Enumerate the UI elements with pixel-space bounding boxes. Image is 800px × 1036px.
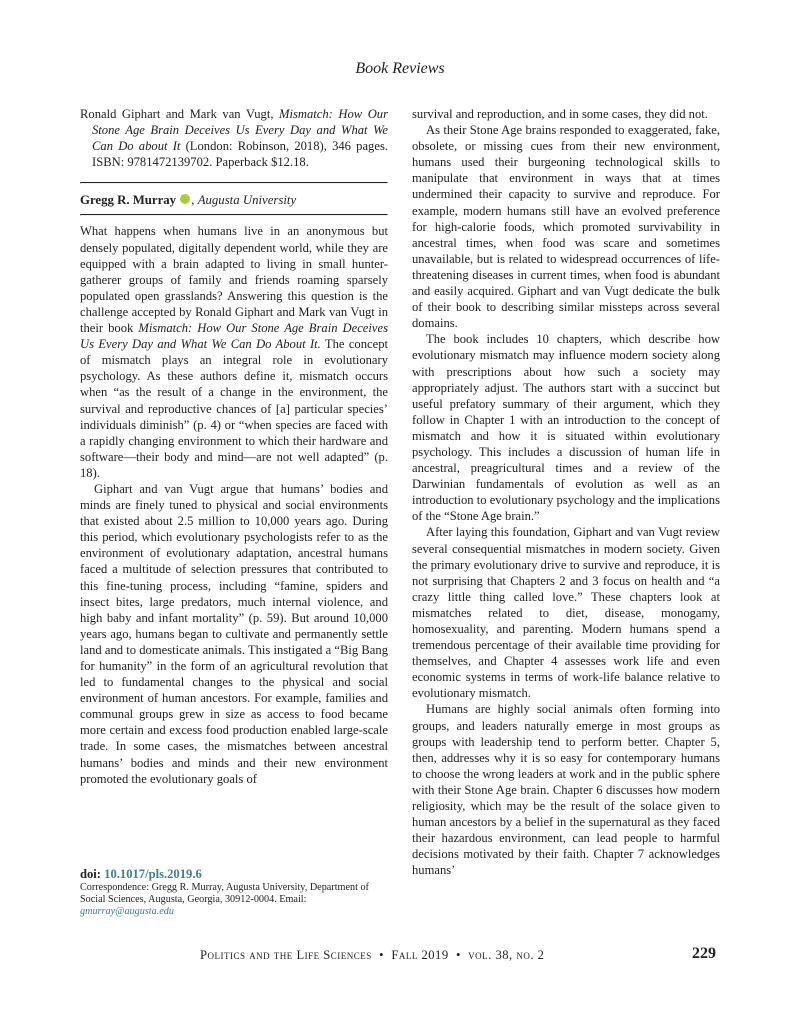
book-title: Mismatch: How Our Stone Age Brain Deceives Us Every Day and What We Can Do about It: [92, 107, 388, 154]
correspondence: Correspondence: Gregg R. Murray, Augusta University, Department of Social Sciences, Augusta, Georgia, 30912-0004. Email: gmurray@augusta.edu: [80, 882, 369, 918]
page-footer: Politics and the Life Sciences • Fall 2019 • vol. 38, no. 2: [200, 948, 545, 962]
byline: Gregg R. Murray , Augusta University: [80, 193, 297, 208]
book-citation: [80, 106, 388, 170]
paragraph: The book includes 10 chapters, which describe how evolutionary mismatch may influence modern society along with prescriptions about how such a society may appropriately adjust. The authors start with a succinct but useful prefatory summary of their argument, which they follow in Chapter 1 with an introduction to the concept of mismatch and how it is situated within evolutionary psychology. This includes a discussion of human life in ancestral, preagricultural times and a review of the Darwinian fundamentals of evolution as well as an introduction to evolutionary psychology and the implications of the “Stone Age brain.”: [412, 332, 720, 524]
left-column: [80, 106, 388, 787]
doi-line: doi: 10.1017/pls.2019.6: [80, 867, 202, 881]
book-details: (London: Robinson, 2018), 346 pages. ISBN: 9781472139702. Paperback $12.18.: [92, 139, 388, 170]
issue-volume: vol. 38, no. 2: [468, 948, 545, 962]
paragraph: survival and reproduction, and in some cases, they did not.: [412, 107, 708, 121]
paragraph: Humans are highly social animals often forming into groups, and leaders naturally emerge in most groups as groups with leadership tend to perform better. Chapter 5, then, addresses why it is so easy for contemporary humans to choose the wrong leaders at work and in the public sphere with their Stone Age brain. Chapter 6 discusses how modern religiosity, which may be the result of the solace given to human ancestors by a belief in the supernatural as they faced their hazardous environment, can lead people to harmful decisions motivated by their faith. Chapter 7 acknowledges humans’: [412, 702, 720, 878]
reviewer-name: Gregg R. Murray: [80, 193, 177, 208]
right-column: [412, 106, 720, 879]
running-head: Book Reviews: [355, 60, 445, 77]
reviewer-affiliation: Augusta University: [197, 193, 297, 208]
paragraph: Giphart and van Vugt argue that humans’ bodies and minds are finely tuned to physical and social environments that existed about 2.5 million to 10,000 years ago. During this period, which evolutionary psychologists refer to as the environment of evolutionary adaptation, ancestral humans faced a multitude of selection pressures that contributed to this fine-tuning process, including “famine, spiders and insect bites, large predators, much internal violence, and high baby and infant mortality” (p. 59). But around 10,000 years ago, humans began to cultivate and permanently settle land and to domesticate animals. This instigated a “Big Bang for humanity” in the form of an agricultural revolution that led to fundamental changes to the physical and social environment of human ancestors. For example, families and communal groups grew in size as access to food became more certain and excess food production enabled large-scale trade. In some cases, the mismatches between ancestral humans’ bodies and minds and their new environment promoted the evolutionary goals of: [80, 481, 388, 786]
doi-link[interactable]: 10.1017/pls.2019.6: [104, 867, 202, 881]
orcid-icon[interactable]: [180, 194, 190, 204]
footnote: [80, 866, 388, 919]
paragraph: After laying this foundation, Giphart and van Vugt review several consequential mismatches in modern society. Given the primary evolutionary drive to survive and reproduce, it is not surprising that Chapters 2 and 3 focus on health and “a crazy little thing called love.” These chapters look at mismatches related to diet, disease, monogamy, homosexuality, and parenting. Modern humans spend a tremendous percentage of their available time providing for themselves, and Chapter 4 assesses work life and even economic systems in terms of work-life balance relative to evolutionary mismatch.: [412, 525, 720, 701]
issue-season: Fall 2019: [391, 948, 449, 962]
journal-name: Politics and the Life Sciences: [200, 948, 372, 962]
page-number: 229: [692, 945, 716, 962]
paragraph: What happens when humans live in an anonymous but densely populated, digitally dependent world, while they are equipped with a brain adapted to living in small hunter-gatherer groups of family and friends roaming sparsely populated open grasslands? Answering this question is the challenge accepted by Ronald Giphart and Mark van Vugt in their book Mismatch: How Our Stone Age Brain Deceives Us Every Day and What We Can Do About It. The concept of mismatch plays an integral role in evolutionary psychology. As these authors define it, mismatch occurs when “as the result of a change in the environment, the survival and reproductive chances of [a] particular species’ individuals diminish” (p. 4) or “when species are faced with a rapidly changing environment to which their hardware and software—their body and mind—are not well adapted” (p. 18).: [80, 224, 389, 480]
book-authors: Ronald Giphart and Mark van Vugt,: [80, 107, 279, 121]
paragraph: As their Stone Age brains responded to exaggerated, fake, obsolete, or missing cues from their new environment, humans used their burgeoning technological skills to manipulate that environment in ways that at times undermined their capacity to survive and reproduce. For example, modern humans still have an evolved preference for high-calorie foods, which promoted survivability in ancestral times, when food was scare and sometimes unavailable, but is related to widespread occurrences of life-threatening diseases in current times, when food is abundant and easily acquired. Giphart and van Vugt dedicate the bulk of their book to describing similar missteps across several domains.: [412, 123, 720, 331]
email-link[interactable]: gmurray@augusta.edu: [80, 906, 174, 918]
